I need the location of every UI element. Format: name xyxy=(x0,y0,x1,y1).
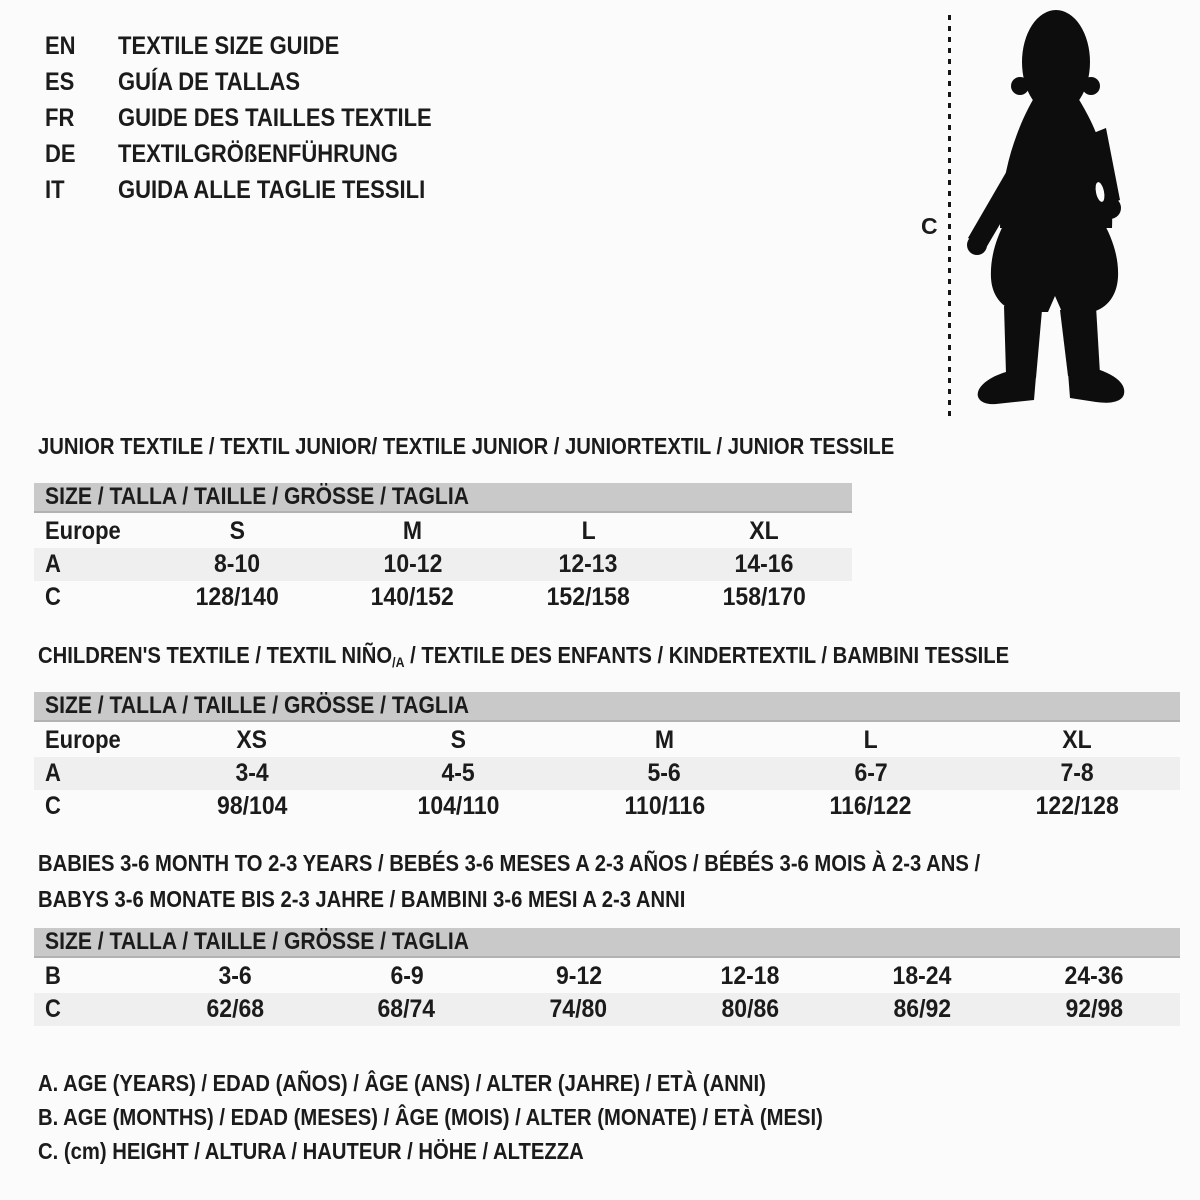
size-header-bar xyxy=(34,928,1180,958)
table-row-height-cm xyxy=(34,790,1180,823)
table-cell: 80/86 xyxy=(721,995,780,1023)
row-label: C xyxy=(45,583,61,611)
table-row-height-cm xyxy=(34,581,852,614)
table-cell: 12-13 xyxy=(558,550,618,578)
size-header-text: SIZE / TALLA / TAILLE / GRÖSSE / TAGLIA xyxy=(45,692,469,719)
table-cell: M xyxy=(403,517,423,545)
children-title-pre: CHILDREN'S TEXTILE / TEXTIL NIÑO xyxy=(38,642,393,668)
lang-label: TEXTILGRÖßENFÜHRUNG xyxy=(118,140,398,168)
table-cell: 152/158 xyxy=(546,583,630,611)
children-section-title xyxy=(38,643,1142,674)
row-label: Europe xyxy=(45,726,121,754)
row-label: Europe xyxy=(45,517,121,545)
table-cell: 5-6 xyxy=(647,759,682,787)
lang-row-fr xyxy=(45,100,475,136)
table-cell: 14-16 xyxy=(734,550,794,578)
table-cell: 12-18 xyxy=(720,962,780,990)
size-header-bar xyxy=(34,692,1180,722)
children-title-post: / TEXTILE DES ENFANTS / KINDERTEXTIL / BAMBINI TESSILE xyxy=(404,642,1010,668)
lang-code: IT xyxy=(45,176,65,204)
table-cell: 4-5 xyxy=(441,759,475,787)
table-row-age-years xyxy=(34,548,852,581)
size-header-bar xyxy=(34,483,852,513)
row-label: B xyxy=(45,962,61,990)
table-cell: 74/80 xyxy=(549,995,608,1023)
table-cell: 24-36 xyxy=(1064,962,1124,990)
table-cell: XS xyxy=(236,726,268,754)
row-label: C xyxy=(45,995,61,1023)
table-row-age-years xyxy=(34,757,1180,790)
babies-title-line2: BABYS 3-6 MONATE BIS 2-3 JAHRE / BAMBINI 3-6 MESI A 2-3 ANNI xyxy=(38,886,686,912)
height-measure-dashed-line xyxy=(948,15,951,416)
table-cell: 6-7 xyxy=(854,759,888,787)
legend-line-a: A. AGE (YEARS) / EDAD (AÑOS) / ÂGE (ANS) / ALTER (JAHRE) / ETÀ (ANNI) xyxy=(38,1070,766,1096)
lang-code: DE xyxy=(45,140,76,168)
table-cell: 3-6 xyxy=(218,962,252,990)
children-title-sub: /A xyxy=(392,654,405,670)
lang-code: FR xyxy=(45,104,75,132)
table-cell: 104/110 xyxy=(417,792,500,820)
table-cell: 10-12 xyxy=(383,550,443,578)
table-cell: 140/152 xyxy=(371,583,455,611)
legend-line-b: B. AGE (MONTHS) / EDAD (MESES) / ÂGE (MOIS) / ALTER (MONATE) / ETÀ (MESI) xyxy=(38,1104,823,1130)
row-label: A xyxy=(45,759,61,787)
table-cell: XL xyxy=(1062,726,1092,754)
table-cell: 7-8 xyxy=(1060,759,1094,787)
babies-size-table xyxy=(34,928,1180,1026)
lang-row-it xyxy=(45,172,475,208)
table-row-age-months xyxy=(34,960,1180,993)
junior-section-title xyxy=(38,434,1011,458)
row-label: A xyxy=(45,550,61,578)
table-cell: 98/104 xyxy=(216,792,288,820)
table-cell: 116/122 xyxy=(829,792,912,820)
table-cell: S xyxy=(450,726,466,754)
table-cell: 158/170 xyxy=(722,583,806,611)
babies-title-line1: BABIES 3-6 MONTH TO 2-3 YEARS / BEBÉS 3-6 MESES A 2-3 AÑOS / BÉBÉS 3-6 MOIS À 2-3 ANS / xyxy=(38,850,981,876)
children-title-text xyxy=(38,643,1009,674)
measure-c-label: C xyxy=(921,213,938,239)
table-cell: 110/116 xyxy=(624,792,705,820)
table-cell: 68/74 xyxy=(377,995,436,1023)
table-cell: M xyxy=(654,726,675,754)
table-cell: 122/128 xyxy=(1035,792,1119,820)
table-cell: 3-4 xyxy=(235,759,269,787)
size-header-text: SIZE / TALLA / TAILLE / GRÖSSE / TAGLIA xyxy=(45,483,469,510)
table-cell: S xyxy=(229,517,245,545)
table-cell: 6-9 xyxy=(390,962,424,990)
table-cell: 92/98 xyxy=(1065,995,1123,1023)
table-cell: L xyxy=(581,517,596,545)
babies-section-title xyxy=(38,845,1109,917)
lang-code: EN xyxy=(45,32,76,60)
table-cell: 128/140 xyxy=(195,583,279,611)
table-cell: 62/68 xyxy=(206,995,264,1023)
table-row-europe xyxy=(34,515,852,548)
row-label: C xyxy=(45,792,61,820)
lang-label: GUIDE DES TAILLES TEXTILE xyxy=(118,104,432,132)
table-cell: 9-12 xyxy=(555,962,602,990)
lang-row-es xyxy=(45,64,475,100)
toddler-silhouette-icon xyxy=(960,6,1150,416)
lang-label: GUÍA DE TALLAS xyxy=(118,68,301,96)
lang-label: TEXTILE SIZE GUIDE xyxy=(118,32,340,60)
measurement-legend xyxy=(38,1066,930,1168)
legend-line-c: C. (cm) HEIGHT / ALTURA / HAUTEUR / HÖHE / ALTEZZA xyxy=(38,1138,584,1164)
size-header-text: SIZE / TALLA / TAILLE / GRÖSSE / TAGLIA xyxy=(45,928,469,955)
lang-label: GUIDA ALLE TAGLIE TESSILI xyxy=(118,176,426,204)
table-cell: 8-10 xyxy=(213,550,260,578)
table-row-europe xyxy=(34,724,1180,757)
lang-row-de xyxy=(45,136,475,172)
table-cell: L xyxy=(863,726,878,754)
junior-size-table xyxy=(34,483,852,614)
table-row-height-cm xyxy=(34,993,1180,1026)
table-cell: 18-24 xyxy=(892,962,952,990)
children-size-table xyxy=(34,692,1180,823)
junior-title-text: JUNIOR TEXTILE / TEXTIL JUNIOR/ TEXTILE JUNIOR / JUNIORTEXTIL / JUNIOR TESSILE xyxy=(38,433,895,459)
language-header xyxy=(45,28,475,208)
table-cell: 86/92 xyxy=(893,995,951,1023)
lang-row-en xyxy=(45,28,475,64)
lang-code: ES xyxy=(45,68,75,96)
table-cell: XL xyxy=(749,517,779,545)
